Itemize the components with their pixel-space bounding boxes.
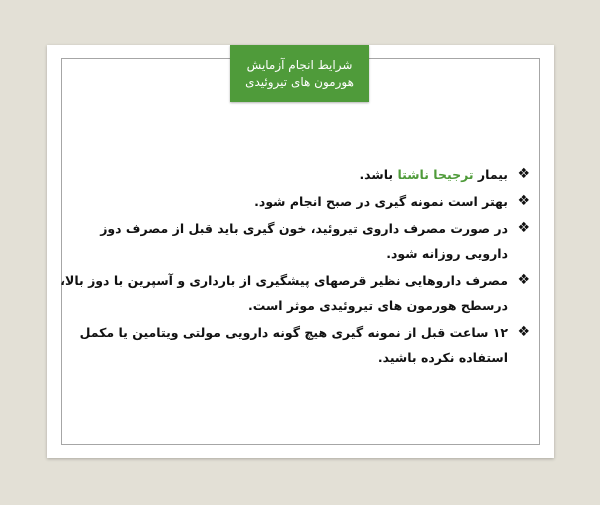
bullet-text-post: باشد. (359, 167, 398, 182)
bullet-text: بهتر است نمونه گیری در صبح انجام شود. (254, 194, 508, 209)
list-item (60, 189, 530, 214)
bullet-text: مصرف داروهایی نظیر قرصهای پیشگیری از بارداری و آسپرین با دوز بالا، درسطح هورمون های تیروئیدی موثر است. (60, 273, 508, 313)
list-item (60, 162, 530, 187)
bullet-text: ۱۲ ساعت قبل از نمونه گیری هیچ گونه دارویی مولتی ویتامین یا مکمل استفاده نکرده باشید. (79, 325, 508, 365)
list-item (60, 216, 530, 266)
slide-title-line-2: هورمون های تیروئیدی (245, 74, 354, 89)
four-diamond-bullet-icon: ❖ (517, 324, 530, 340)
bullet-text-highlight: ترجیحا ناشتا (397, 167, 474, 182)
four-diamond-bullet-icon: ❖ (517, 220, 530, 236)
slide-title-line-1: شرایط انجام آزمایش (246, 57, 353, 72)
bullet-list (60, 162, 530, 372)
bullet-text-pre: بیمار (473, 167, 508, 182)
slide-card (47, 45, 554, 458)
bullet-text: در صورت مصرف داروی تیروئید، خون گیری باید قبل از مصرف دوز دارویی روزانه شود. (100, 221, 508, 261)
four-diamond-bullet-icon: ❖ (517, 272, 530, 288)
list-item (60, 320, 530, 370)
four-diamond-bullet-icon: ❖ (517, 166, 530, 182)
list-item (60, 268, 530, 318)
slide-title-box (230, 45, 369, 102)
four-diamond-bullet-icon: ❖ (517, 193, 530, 209)
